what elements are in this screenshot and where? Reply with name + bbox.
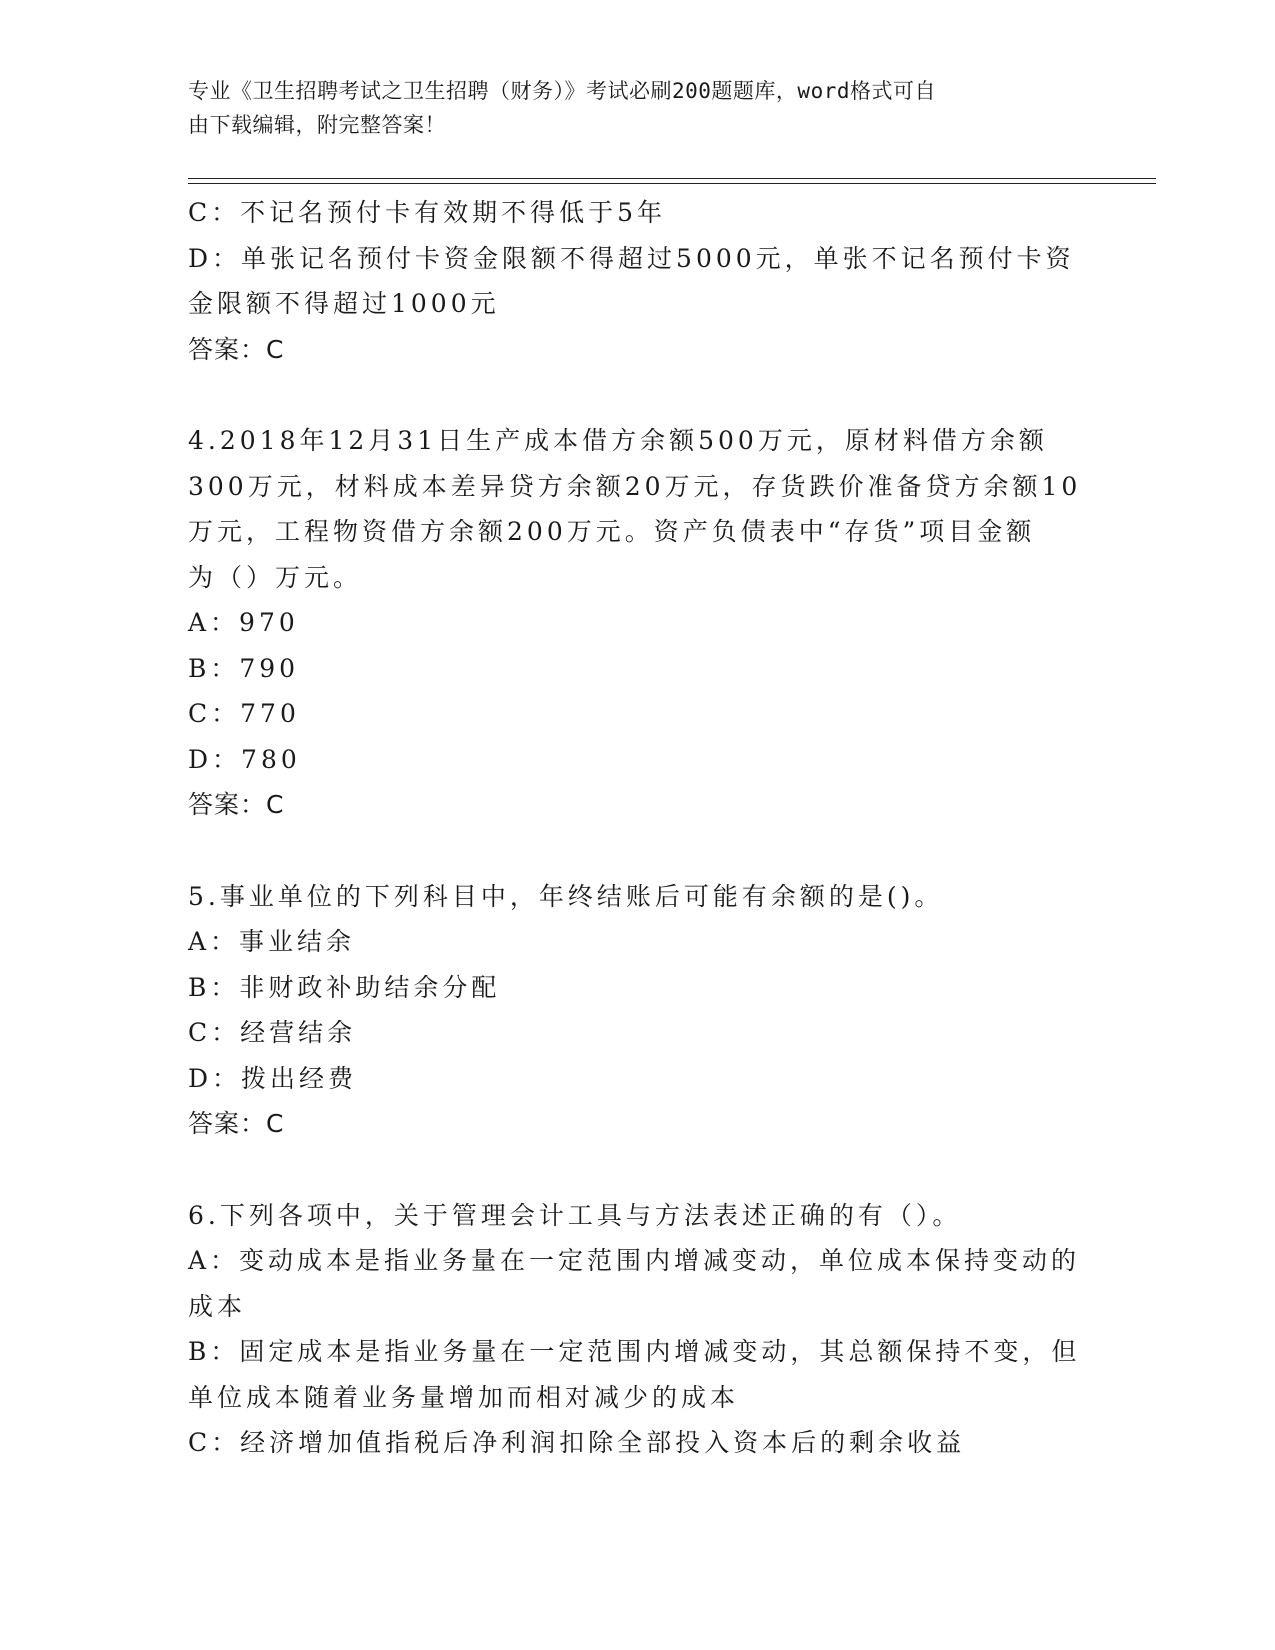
option-b-cont: 单位成本随着业务量增加而相对减少的成本 <box>188 1382 740 1412</box>
option-c: C：经营结余 <box>188 1018 357 1047</box>
question-4 <box>188 418 1088 828</box>
question-stem: 5.事业单位的下列科目中，年终结账后可能有余额的是()。 <box>188 881 944 911</box>
header-line: 由下载编辑，附完整答案！ <box>188 113 446 137</box>
option-c: C：770 <box>188 699 300 728</box>
answer: 答案：C <box>188 1109 285 1138</box>
option-a: A：970 <box>188 608 299 637</box>
answer: 答案：C <box>188 790 285 819</box>
option-c: C：不记名预付卡有效期不得低于5年 <box>188 198 667 227</box>
header-divider <box>188 178 1156 179</box>
option-b: B：固定成本是指业务量在一定范围内增减变动，其总额保持不变，但 <box>188 1337 1081 1366</box>
option-d: D：拨出经费 <box>188 1063 358 1093</box>
option-a: A：事业结余 <box>188 927 356 956</box>
question-stem: 为（）万元。 <box>188 562 363 592</box>
answer: 答案：C <box>188 334 285 364</box>
question-stem: 4.2018年12月31日生产成本借方余额500万元，原材料借方余额 <box>188 426 1048 455</box>
option-b: B：790 <box>188 653 300 683</box>
question-3-tail <box>188 190 1088 372</box>
option-a-cont: 成本 <box>188 1291 247 1321</box>
option-a: A：变动成本是指业务量在一定范围内增减变动，单位成本保持变动的 <box>188 1246 1081 1275</box>
option-c: C：经济增加值指税后净利润扣除全部投入资本后的剩余收益 <box>188 1428 966 1457</box>
header-line: 专业《卫生招聘考试之卫生招聘（财务）》考试必刷200题题库，word格式可自 <box>188 79 936 103</box>
question-5 <box>188 874 1088 1147</box>
question-stem: 万元，工程物资借方余额200万元。资产负债表中“存货”项目金额 <box>188 517 1036 546</box>
document-header <box>188 74 1068 142</box>
option-d-cont: 金限额不得超过1000元 <box>188 289 500 318</box>
option-b: B：非财政补助结余分配 <box>188 972 501 1002</box>
question-stem: 6.下列各项中，关于管理会计工具与方法表述正确的有（）。 <box>188 1200 962 1230</box>
header-divider <box>188 183 1156 184</box>
question-stem: 300万元，材料成本差异贷方余额20万元，存货跌价准备贷方余额10 <box>188 471 1082 501</box>
option-d: D：单张记名预付卡资金限额不得超过5000元，单张不记名预付卡资 <box>188 243 1075 273</box>
document-body <box>188 190 1088 1466</box>
option-d: D：780 <box>188 744 301 774</box>
question-6 <box>188 1193 1088 1466</box>
